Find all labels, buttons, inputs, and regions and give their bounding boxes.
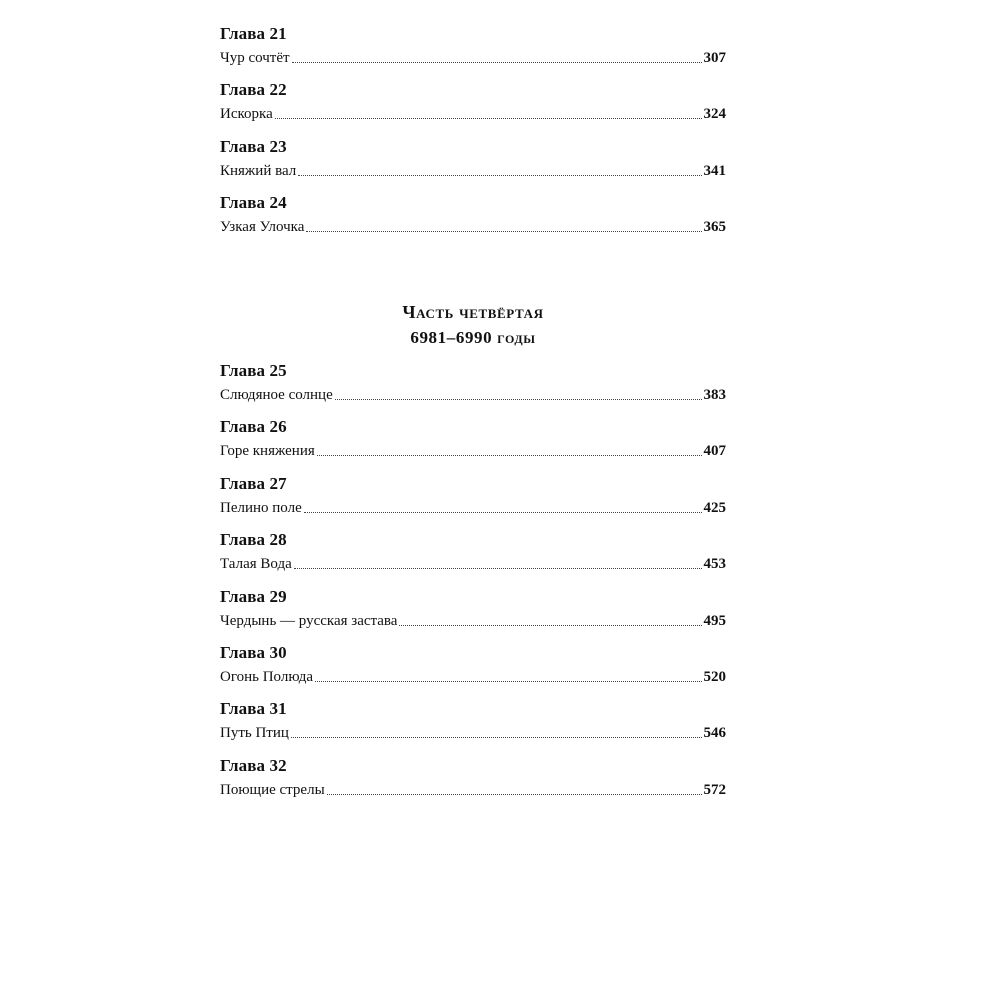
- chapter-number: Глава 25: [220, 361, 287, 380]
- page-number: 307: [703, 50, 726, 66]
- page-number: 324: [703, 106, 726, 123]
- toc-entry[interactable]: [220, 359, 726, 415]
- dot-leader: [327, 793, 702, 795]
- toc-section-part-three: [220, 22, 726, 248]
- dot-leader: [399, 624, 701, 626]
- chapter-number: Глава 29: [220, 586, 287, 606]
- chapter-line: [220, 552, 726, 576]
- page-number: 546: [703, 725, 726, 742]
- chapter-title: Пелино поле: [220, 499, 302, 516]
- page-number: 425: [703, 499, 726, 516]
- page-number: 572: [703, 781, 726, 798]
- toc-entry[interactable]: [220, 641, 726, 697]
- chapter-line: [220, 215, 726, 239]
- chapter-number: Глава 23: [220, 136, 287, 156]
- chapter-line: [220, 159, 726, 183]
- dot-leader: [335, 398, 702, 400]
- chapter-number: Глава 21: [220, 24, 287, 43]
- chapter-number: Глава 28: [220, 530, 287, 550]
- chapter-title: Княжий вал: [220, 162, 297, 179]
- page-number: 407: [703, 443, 726, 460]
- chapter-title: Искорка: [220, 106, 273, 123]
- chapter-title: Огонь Полюда: [220, 668, 314, 685]
- chapter-number: Глава 31: [220, 699, 287, 719]
- toc-entry[interactable]: [220, 585, 726, 641]
- dot-leader: [294, 567, 702, 569]
- chapter-title: Слюдяное солнце: [220, 387, 333, 403]
- chapter-number: Глава 24: [220, 193, 287, 213]
- toc-entry[interactable]: [220, 191, 726, 247]
- chapter-line: [220, 721, 726, 745]
- chapter-line: [220, 102, 726, 126]
- dot-leader: [317, 454, 702, 456]
- page-number: 495: [703, 612, 726, 629]
- toc-entry[interactable]: [220, 754, 726, 810]
- chapter-line: [220, 383, 726, 407]
- page-number: 453: [703, 556, 726, 573]
- chapter-line: [220, 778, 726, 802]
- page-number: 383: [703, 387, 726, 403]
- chapter-number: Глава 26: [220, 417, 287, 437]
- chapter-line: [220, 439, 726, 463]
- toc-entry[interactable]: [220, 22, 726, 78]
- dot-leader: [306, 230, 701, 232]
- dot-leader: [298, 174, 701, 176]
- dot-leader: [291, 736, 702, 738]
- chapter-title: Поющие стрелы: [220, 781, 325, 798]
- toc-entry[interactable]: [220, 472, 726, 528]
- chapter-number: Глава 30: [220, 642, 287, 662]
- chapter-number: Глава 22: [220, 80, 287, 100]
- chapter-number: Глава 32: [220, 755, 287, 775]
- toc-entry[interactable]: [220, 415, 726, 471]
- page-number: 341: [703, 162, 726, 179]
- chapter-line: [220, 665, 726, 689]
- chapter-line: [220, 609, 726, 633]
- page-number: 365: [703, 219, 726, 236]
- chapter-title: Путь Птиц: [220, 725, 289, 742]
- toc-section-part-four: [220, 359, 726, 810]
- page-number: 520: [703, 668, 726, 685]
- chapter-title: Узкая Улочка: [220, 219, 305, 236]
- dot-leader: [315, 680, 701, 682]
- chapter-line: [220, 496, 726, 520]
- dot-leader: [304, 511, 702, 513]
- chapter-number: Глава 27: [220, 473, 287, 493]
- toc-entry[interactable]: [220, 78, 726, 134]
- chapter-title: Чур сочтёт: [220, 50, 290, 66]
- chapter-title: Горе княжения: [220, 443, 315, 460]
- chapter-title: Талая Вода: [220, 556, 292, 573]
- dot-leader: [292, 61, 702, 63]
- toc-entry[interactable]: [220, 135, 726, 191]
- chapter-line: [220, 46, 726, 70]
- dot-leader: [275, 117, 702, 119]
- part-years: 6981–6990 годы: [410, 328, 536, 347]
- chapter-title: Чердынь — русская застава: [220, 612, 398, 629]
- toc-entry[interactable]: [220, 697, 726, 753]
- part-title: Часть четвёртая: [402, 302, 544, 322]
- toc-entry[interactable]: [220, 528, 726, 584]
